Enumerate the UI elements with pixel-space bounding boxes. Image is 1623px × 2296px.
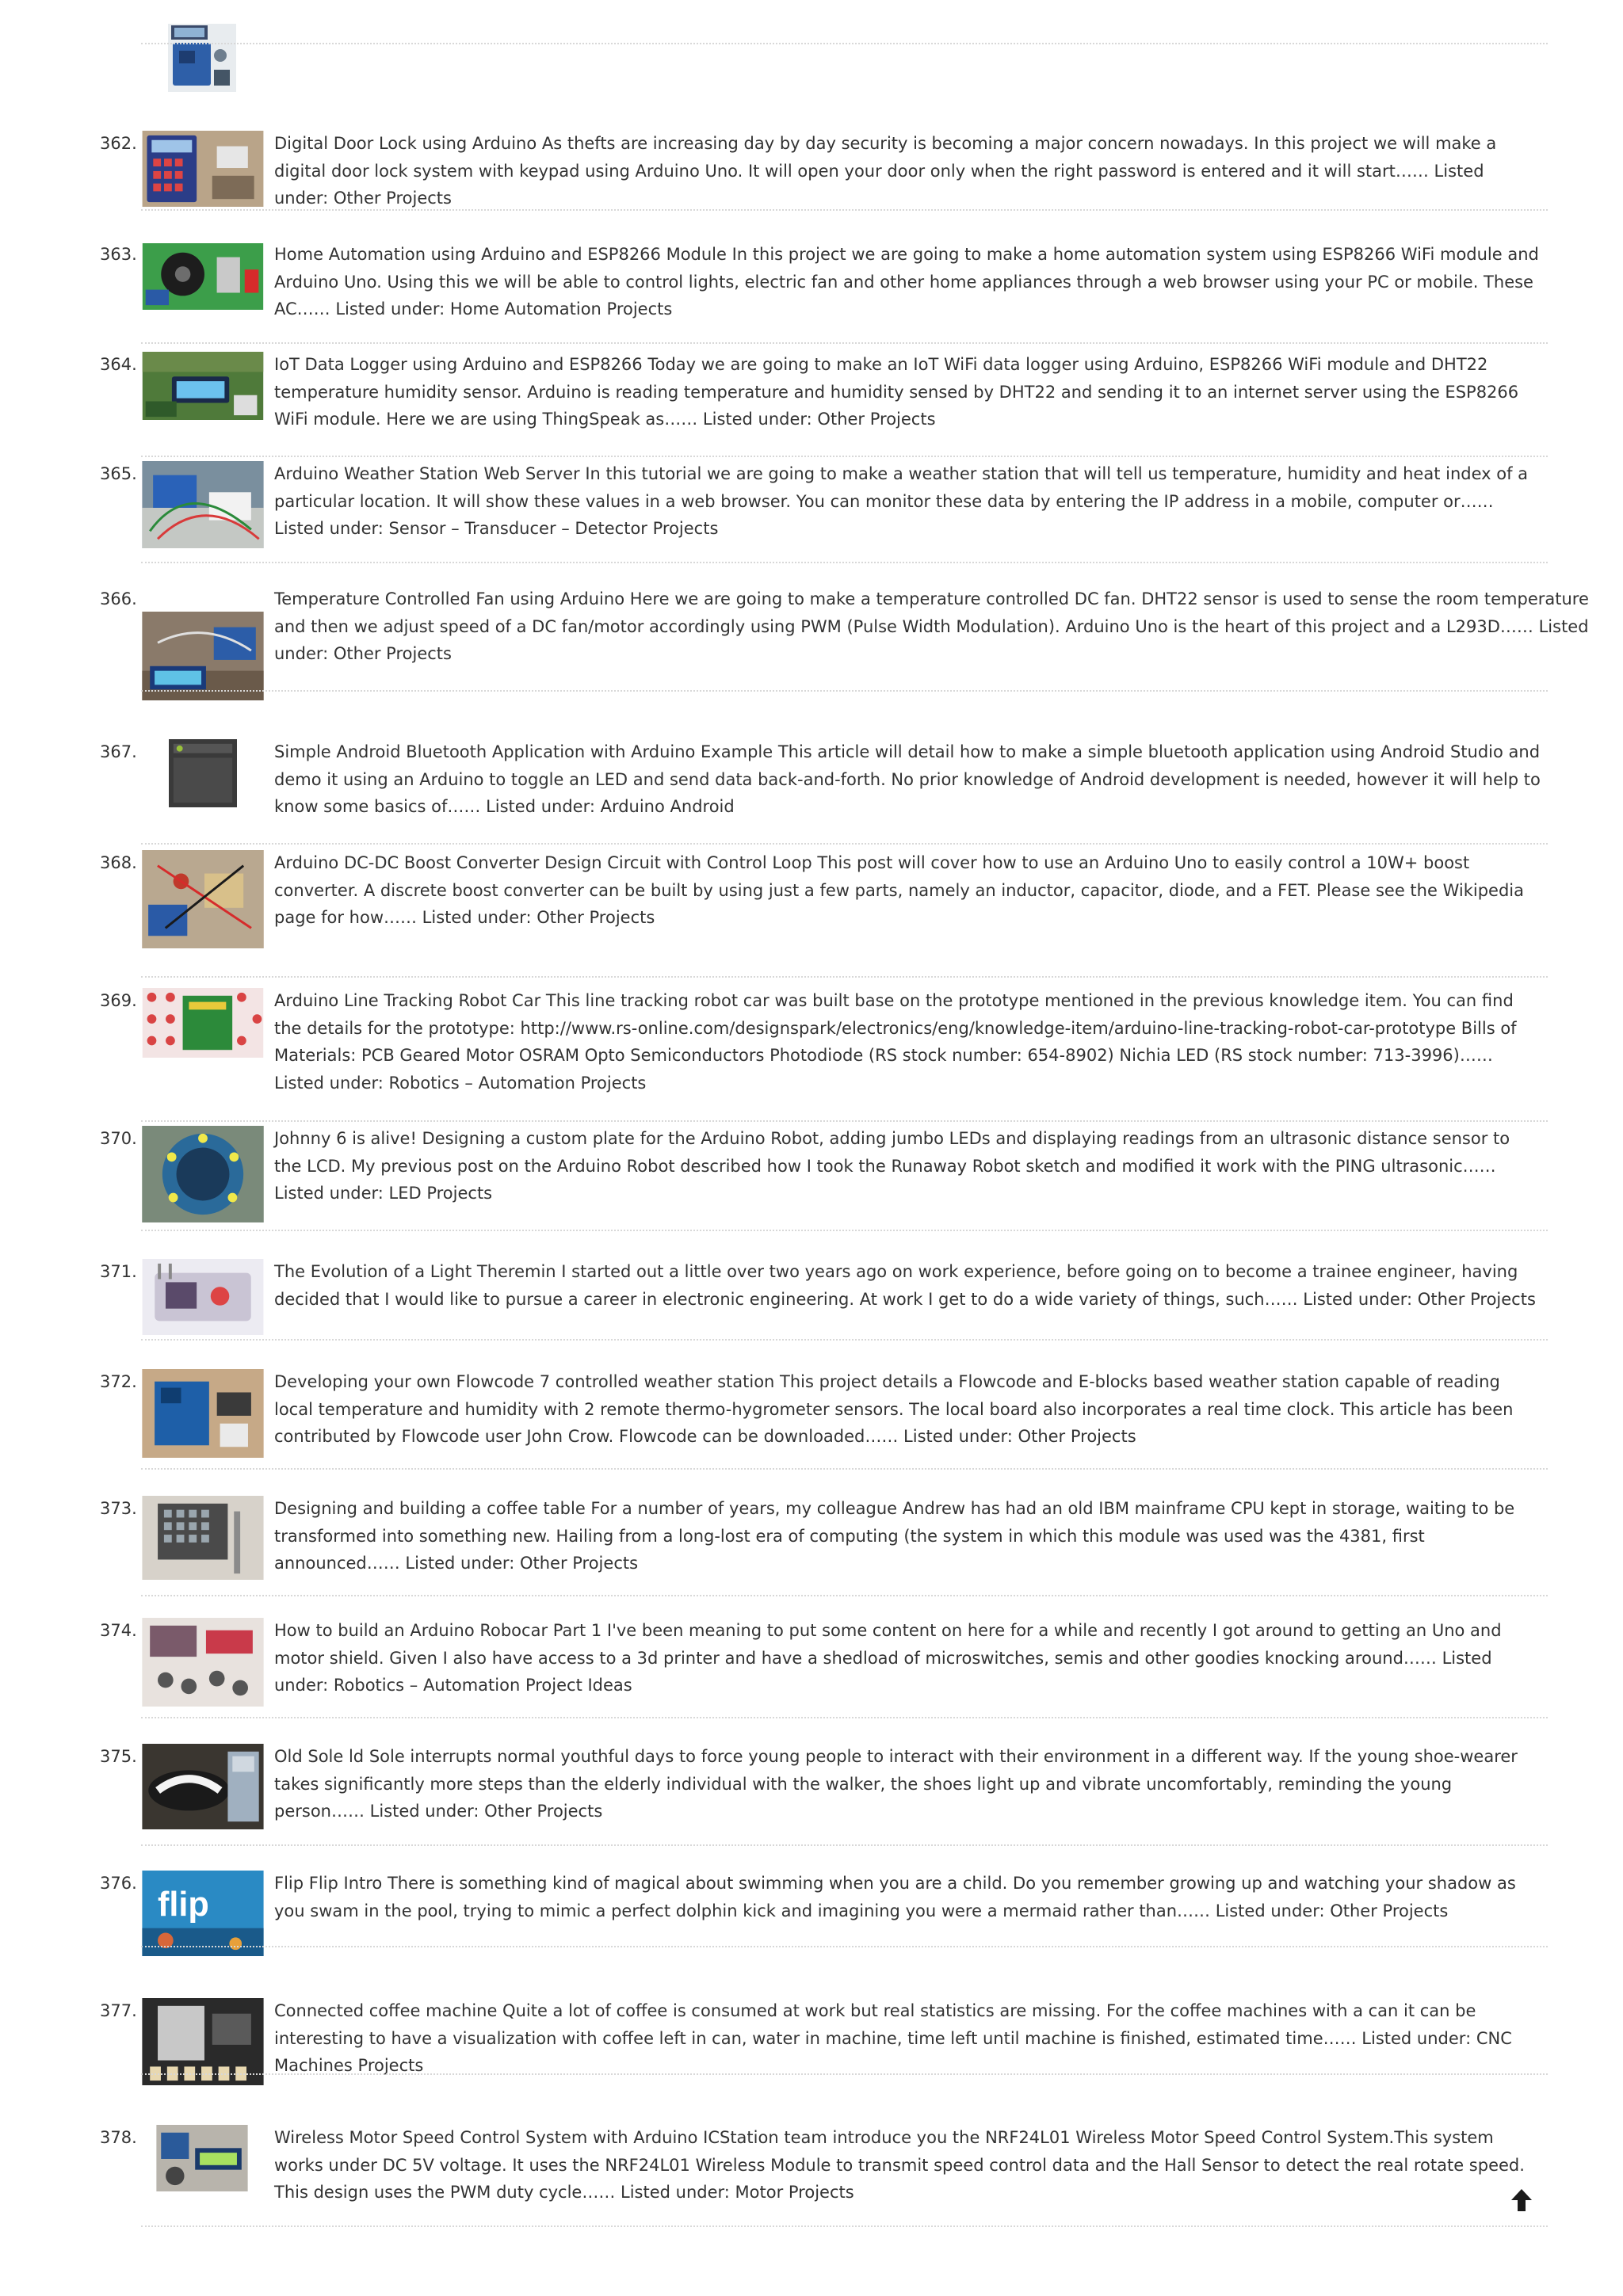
item-thumbnail[interactable] [141, 1125, 265, 1223]
item-number: 377. [100, 2001, 137, 2020]
item-description[interactable]: Johnny 6 is alive! Designing a custom plate for the Arduino Robot, adding jumbo LEDs and displaying readings from an ultrasonic distance sensor to the LCD. My previous post on the Arduino Robot described how I took the Runaway Robot sketch and modified it work with the PING ultrasonic…… Listed under: LED Projects [274, 1129, 1510, 1203]
separator [141, 43, 1548, 44]
separator [141, 342, 1548, 344]
item-number: 371. [100, 1262, 137, 1281]
separator [141, 1339, 1548, 1341]
item-description[interactable]: IoT Data Logger using Arduino and ESP8266 Today we are going to make an IoT WiFi data logger using Arduino, ESP8266 WiFi module and DHT22 temperature humidity sensor. Arduino is reading temperature and humidity sensed by DHT22 and sending it to an internet server using the ESP8266 WiFi module. Here we are using ThingSpeak as…… Listed under: Other Projects [274, 355, 1519, 429]
item-description[interactable]: Old Sole ld Sole interrupts normal youthful days to force young people to interact with their environment in a different way. If the young shoe-wearer takes significantly more steps than the elderly individual with the walker, the shoes light up and vibrate uncomfortably, reminding the young person…… Listed under: Other Projects [274, 1747, 1518, 1821]
item-thumbnail[interactable] [141, 242, 265, 311]
item-thumbnail[interactable] [141, 1495, 265, 1581]
separator [141, 1946, 1548, 1947]
item-description[interactable]: Arduino Weather Station Web Server In this tutorial we are going to make a weather station that will tell us temperature, humidity and heat index of a particular location. It will show these values in a web browser. You can monitor these data by entering the IP address in a mobile, computer or…… Listed under: Sensor – Transducer – Detector Projects [274, 464, 1529, 538]
item-number: 369. [100, 991, 137, 1010]
item-thumbnail[interactable] [141, 130, 265, 208]
item-thumbnail[interactable] [141, 460, 265, 549]
separator [141, 690, 1548, 692]
separator [141, 1844, 1548, 1846]
item-description[interactable]: Digital Door Lock using Arduino As thefts are increasing day by day security is becoming a major concern nowadays. In this project we will make a digital door lock system with keypad using Arduino Uno. It will open your door only when the right password is entered and it will start…… Listed under: Other Projects [274, 134, 1497, 208]
item-description[interactable]: Temperature Controlled Fan using Arduino Here we are going to make a temperature controlled DC fan. DHT22 sensor is used to sense the room temperature and then we adjust speed of a DC fan/motor accordingly using PWM (Pulse Width Modulation). Arduino Uno is the heart of this project and a L293D…… Listed under: Other Projects [274, 589, 1589, 663]
item-thumbnail[interactable] [141, 351, 265, 421]
item-thumbnail[interactable] [168, 738, 238, 808]
item-description[interactable]: Arduino Line Tracking Robot Car This line tracking robot car was built base on the prototype mentioned in the previous knowledge item. You can find the details for the prototype: http://www.rs-online.com/designspark/electronics/eng/knowledge-item/arduino-line-tracking-robot-car-prototype Bills of Materials: PCB Geared Motor OSRAM Opto Semiconductors Photodiode (RS stock number: 654-8902) Nichia LED (RS stock number: 713-3996)…… Listed under: Robotics – Automation Projects [274, 991, 1517, 1093]
item-thumbnail[interactable] [141, 1368, 265, 1459]
scroll-to-top-icon[interactable] [1510, 2187, 1533, 2213]
separator [141, 843, 1548, 845]
item-number: 366. [100, 589, 137, 608]
item-description[interactable]: The Evolution of a Light Theremin I started out a little over two years ago on work experience, before going on to become a trainee engineer, having decided that I would like to pursue a career in electronic engineering. At work I get to do a wide variety of things, such…… Listed under: Other Projects [274, 1262, 1536, 1309]
item-thumbnail[interactable] [141, 987, 265, 1058]
separator [141, 209, 1548, 211]
item-number: 372. [100, 1372, 137, 1391]
item-thumbnail[interactable] [141, 611, 265, 701]
item-number: 362. [100, 134, 137, 153]
item-number: 376. [100, 1874, 137, 1893]
item-thumbnail[interactable] [141, 1870, 265, 1957]
item-number: 373. [100, 1499, 137, 1518]
item-description[interactable]: Wireless Motor Speed Control System with Arduino ICStation team introduce you the NRF24L01 Wireless Motor Speed Control System.This system works under DC 5V voltage. It uses the NRF24L01 Wireless Module to transmit speed control data and the Hall Sensor to detect the real rotate speed. This design uses the PWM duty cycle…… Listed under: Motor Projects [274, 2128, 1525, 2202]
flip-logo: flip [158, 1885, 209, 1924]
item-thumbnail[interactable] [141, 1617, 265, 1707]
item-thumbnail[interactable] [141, 1258, 265, 1336]
separator [141, 2225, 1548, 2227]
separator [141, 2073, 1548, 2075]
separator [141, 456, 1548, 457]
item-number: 375. [100, 1747, 137, 1766]
separator [141, 1120, 1548, 1122]
separator [141, 1595, 1548, 1596]
item-description[interactable]: Connected coffee machine Quite a lot of coffee is consumed at work but real statistics are missing. For the coffee machines with a can it can be interesting to have a visualization with coffee left in can, water in machine, time left until machine is finished, estimated time…… Listed under: CNC Machines Projects [274, 2001, 1512, 2075]
separator [141, 1468, 1548, 1470]
item-description[interactable]: How to build an Arduino Robocar Part 1 I've been meaning to put some content on here for a while and recently I got around to getting an Uno and motor shield. Given I also have access to a 3d printer and have a shedload of microswitches, semis and other goodies knocking around…… Listed under: Robotics – Automation Project Ideas [274, 1621, 1502, 1695]
item-description[interactable]: Arduino DC-DC Boost Converter Design Circuit with Control Loop This post will cover how to use an Arduino Uno to easily control a 10W+ boost converter. A discrete boost converter can be built by using just a few parts, namely an inductor, capacitor, diode, and a FET. Please see the Wikipedia page for how…… Listed under: Other Projects [274, 853, 1524, 927]
item-number: 363. [100, 245, 137, 264]
item-number: 374. [100, 1621, 137, 1640]
item-thumbnail[interactable] [155, 2124, 249, 2192]
item-thumbnail[interactable] [141, 1743, 265, 1830]
separator [141, 1717, 1548, 1718]
item-description[interactable]: Simple Android Bluetooth Application with Arduino Example This article will detail how to make a simple bluetooth application using Android Studio and demo it using an Arduino to toggle an LED and send data back-and-forth. No prior knowledge of Android development is needed, however it will help to know some basics of…… Listed under: Arduino Android [274, 742, 1541, 816]
separator [141, 1230, 1548, 1231]
item-number: 364. [100, 355, 137, 374]
item-number: 378. [100, 2128, 137, 2147]
item-number: 370. [100, 1129, 137, 1148]
item-description[interactable]: Designing and building a coffee table For a number of years, my colleague Andrew has had an old IBM mainframe CPU kept in storage, waiting to be transformed into something new. Hailing from a long-lost era of computing (the system in which this module was used was the 4381, first announced…… Listed under: Other Projects [274, 1499, 1515, 1573]
item-number: 368. [100, 853, 137, 872]
item-number: 365. [100, 464, 137, 483]
item-description[interactable]: Flip Flip Intro There is something kind of magical about swimming when you are a child. Do you remember growing up and watching your shadow as you swam in the pool, trying to mimic a perfect dolphin kick and imagining you were a mermaid rather than…… Listed under: Other Projects [274, 1874, 1516, 1920]
item-thumbnail[interactable] [141, 849, 265, 949]
separator [141, 562, 1548, 563]
item-description[interactable]: Home Automation using Arduino and ESP8266 Module In this project we are going to make a home automation system using ESP8266 WiFi module and Arduino Uno. Using this we will be able to control lights, electric fan and other home appliances through a web browser using your PC or mobile. These AC…… Listed under: Home Automation Projects [274, 245, 1539, 318]
separator [141, 976, 1548, 978]
item-number: 367. [100, 742, 137, 761]
top-thumbnail-image[interactable] [168, 24, 236, 92]
item-description[interactable]: Developing your own Flowcode 7 controlled weather station This project details a Flowcode and E-blocks based weather station capable of reading local temperature and humidity with 2 remote thermo-hygrometer sensors. The local board also incorporates a real time clock. This article has been contributed by Flowcode user John Crow. Flowcode can be downloaded…… Listed under: Other Projects [274, 1372, 1514, 1446]
